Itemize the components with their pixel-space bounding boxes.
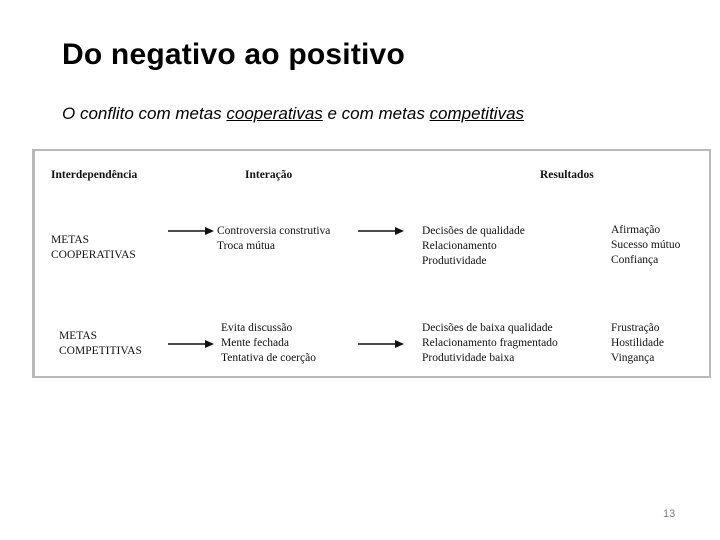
arrow-right-icon	[167, 338, 215, 350]
interaction-line: Mente fechada	[221, 337, 290, 349]
arrow-right-icon	[357, 225, 405, 237]
goal-line: COMPETITIVAS	[59, 345, 142, 357]
goal-line: METAS	[59, 330, 98, 342]
header-interaction: Interação	[245, 169, 293, 181]
conflict-diagram	[32, 149, 711, 378]
outcome-line: Frustração	[611, 322, 660, 334]
result-line: Decisões de baixa qualidade	[422, 322, 553, 334]
result-line: Produtividade baixa	[422, 352, 515, 364]
interaction-line: Evita discussão	[221, 322, 293, 334]
goal-cooperative	[51, 233, 136, 263]
interaction-line: Tentativa de coerção	[221, 352, 316, 364]
goal-line: METAS	[51, 234, 90, 246]
interaction-line: Troca mútua	[217, 240, 276, 252]
subtitle-prefix: O conflito com metas	[62, 104, 227, 123]
goal-line: COOPERATIVAS	[51, 249, 136, 261]
header-interdependence: Interdependência	[51, 169, 138, 181]
slide-title: Do negativo ao positivo	[62, 38, 405, 71]
outcome-line: Afirmação	[611, 224, 661, 236]
outcome-line: Vingança	[611, 352, 655, 364]
outcomes-cooperative	[611, 223, 680, 268]
arrow-right-icon	[357, 338, 405, 350]
outcome-line: Hostilidade	[611, 337, 665, 349]
goal-competitive	[59, 329, 142, 359]
slide-subtitle	[62, 104, 524, 124]
outcome-line: Confiança	[611, 254, 659, 266]
outcomes-competitive	[611, 321, 664, 366]
page-number: 13	[663, 508, 676, 520]
interaction-competitive	[221, 321, 316, 366]
subtitle-term-cooperative: cooperativas	[226, 104, 323, 123]
interaction-cooperative	[217, 224, 330, 254]
result-line: Relacionamento fragmentado	[422, 337, 558, 349]
result-line: Decisões de qualidade	[422, 225, 525, 237]
interaction-line: Controversia construtiva	[217, 225, 331, 237]
subtitle-term-competitive: competitivas	[429, 104, 525, 123]
outcome-line: Sucesso mútuo	[611, 239, 681, 251]
arrow-right-icon	[167, 225, 215, 237]
subtitle-middle: e com metas	[322, 104, 430, 123]
result-line: Produtividade	[422, 255, 487, 267]
results-cooperative	[422, 224, 525, 269]
results-competitive	[422, 321, 558, 366]
result-line: Relacionamento	[422, 240, 497, 252]
header-results: Resultados	[540, 169, 594, 181]
